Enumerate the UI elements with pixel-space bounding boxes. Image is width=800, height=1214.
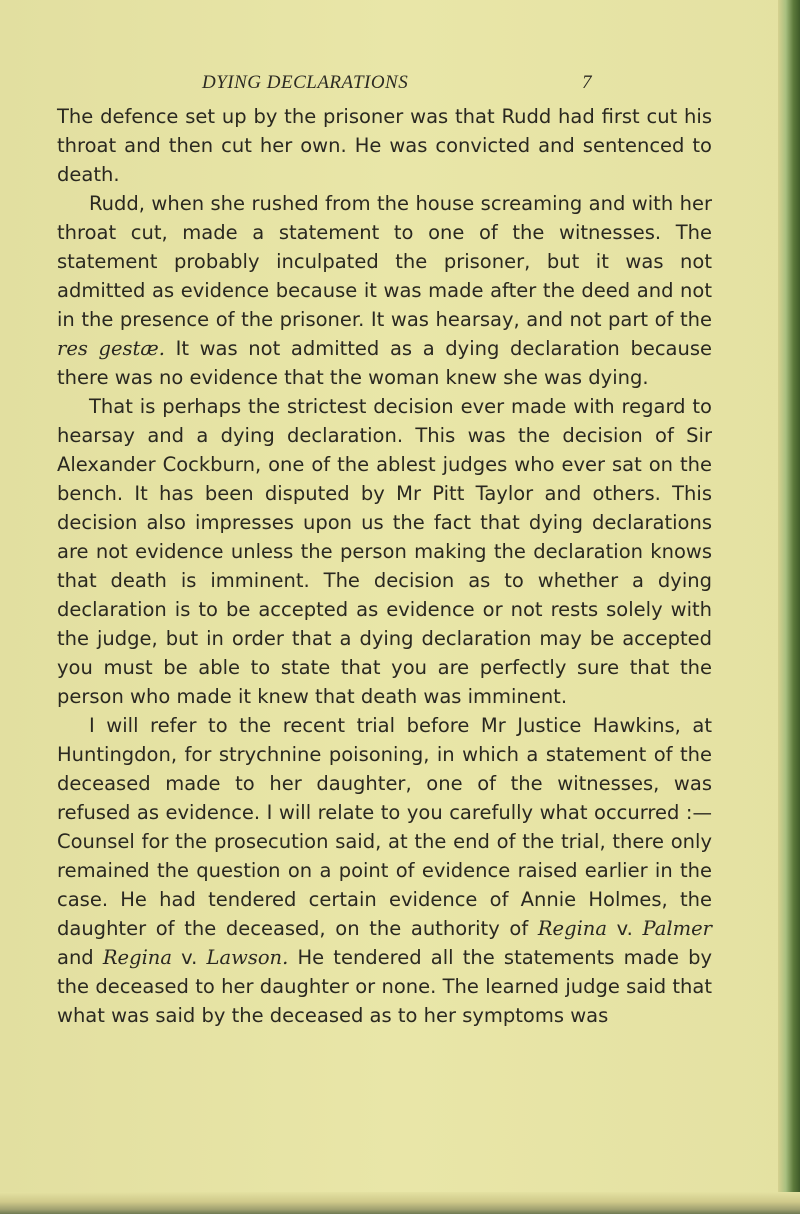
paragraph-3 (57, 392, 712, 711)
versus-2: v. (172, 946, 207, 969)
case-name-lawson: Lawson. (206, 946, 289, 969)
paragraph-4-text-end: He tendered all the statements made by the deceased to her daughter or none. The learned judge said that what was said by the deceased as to her symptoms was (57, 946, 713, 1027)
paragraph-4 (57, 711, 712, 1030)
res-gestae: res gestæ. (57, 337, 165, 360)
case-name-regina-2: Regina (102, 946, 172, 969)
running-title: DYING DECLARATIONS (202, 72, 409, 93)
case-name-regina: Regina (537, 917, 607, 940)
versus: v. (607, 917, 643, 940)
running-head (60, 72, 720, 96)
case-name-palmer: Palmer (642, 917, 713, 940)
paragraph-1-text: The defence set up by the prisoner was that Rudd had first cut his throat and then cut her own. He was convicted and sentenced to death. (57, 105, 712, 186)
page-edge-right (778, 0, 800, 1214)
page-number: 7 (582, 72, 592, 93)
conjunction: and (57, 946, 103, 969)
paragraph-3-text: That is perhaps the strictest decision ever made with regard to hearsay and a dying declaration. This was the decision of Sir Alexander Cockburn, one of the ablest judges who ever sat on the bench. It has been disputed by Mr Pitt Taylor and others. This decision also impresses upon us the fact that dying declarations are not evidence unless the person making the declaration knows that death is imminent. The decision as to whether a dying declaration is to be accepted as evidence or not rests solely with the judge, but in order that a dying declaration may be accepted you must be able to state that you are perfectly sure that the person who made it knew that death was imminent. (57, 395, 712, 708)
paragraph-2-text: Rudd, when she rushed from the house screaming and with her throat cut, made a statement to one of the witnesses. The statement probably inculpated the prisoner, but it was not admitted as evidence because it was made after the deed and not in the presence of the prisoner. It was hearsay, and not part of the (57, 192, 712, 331)
page-edge-bottom (0, 1192, 800, 1214)
body-text (57, 102, 712, 1030)
paragraph-2 (57, 189, 712, 392)
paragraph-2-text-end: It was not admitted as a dying declaration because there was no evidence that the woman knew she was dying. (57, 337, 713, 389)
paragraph-4-text: I will refer to the recent trial before Mr Justice Hawkins, at Huntingdon, for strychnine poisoning, in which a statement of the deceased made to her daughter, one of the witnesses, was refused as evidence. I will relate to you carefully what occurred :—Counsel for the prosecution said, at the end of the trial, there only remained the question on a point of evidence raised earlier in the case. He had tendered certain evidence of Annie Holmes, the daughter of the deceased, on the authority of (57, 714, 712, 940)
paragraph-1 (57, 102, 712, 189)
